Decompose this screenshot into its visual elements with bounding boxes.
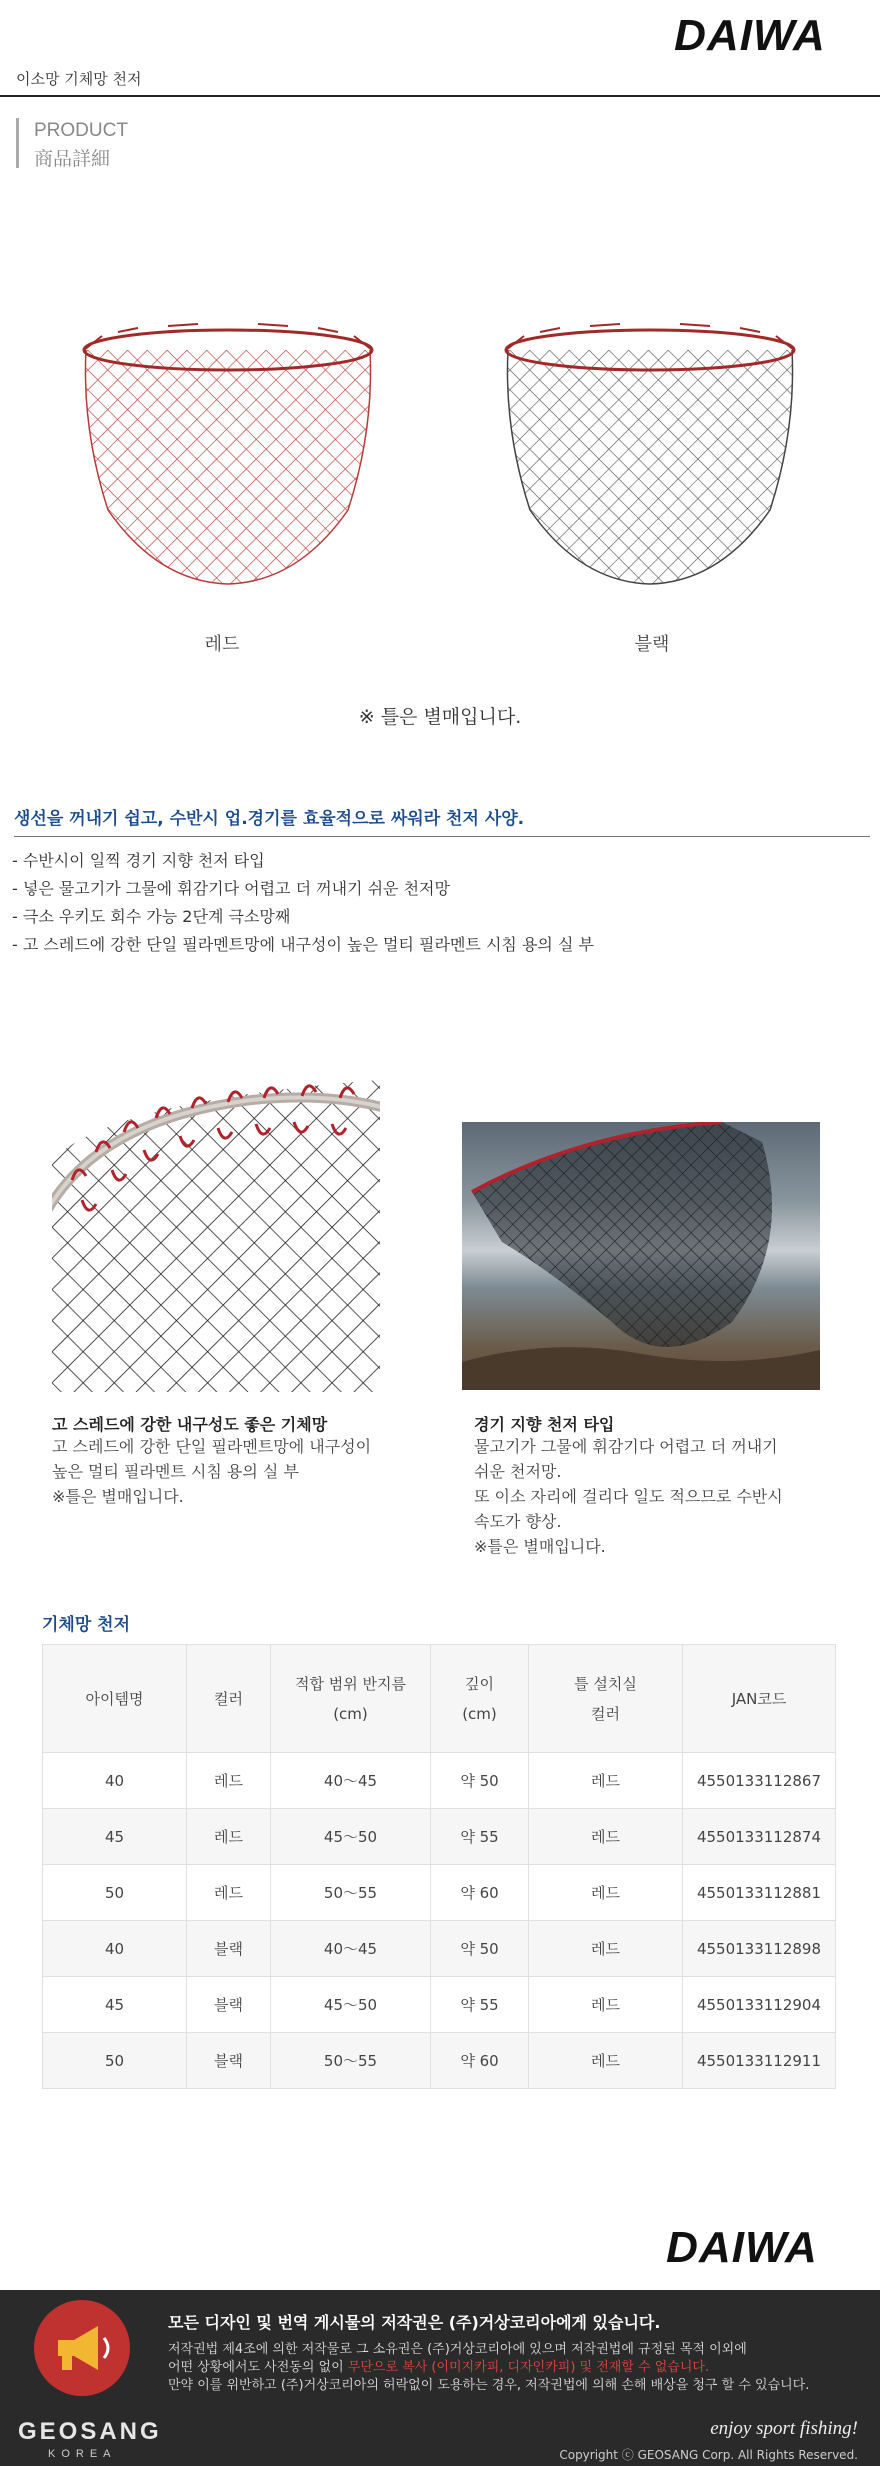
detail-left-title: 고 스레드에 강한 내구성도 좋은 기체망	[52, 1415, 328, 1434]
cell-range: 45～50	[271, 1809, 431, 1865]
frame-sold-separately-note: ※ 틀은 별매입니다.	[358, 706, 522, 728]
detail-left-line: 고 스레드에 강한 단일 필라멘트망에 내구성이	[52, 1437, 372, 1456]
cell-color: 블랙	[187, 1977, 271, 2033]
feature-item: - 고 스레드에 강한 단일 필라멘트망에 내구성이 높은 멀티 필라멘트 시침 용의 실 부	[12, 935, 594, 954]
table-row	[43, 1977, 836, 2033]
footer-line: 저작권법 제4조에 의한 저작물로 그 소유권은 (주)거상코리아에 있으며 저작권법에 규정된 목적 이외에	[168, 2342, 747, 2357]
detail-right-line: 또 이소 자리에 걸리다 일도 적으므로 수반시	[474, 1487, 783, 1506]
cell-item: 50	[43, 2033, 187, 2089]
cell-thread: 레드	[529, 1977, 683, 2033]
cell-thread: 레드	[529, 1809, 683, 1865]
net-image-red	[78, 320, 378, 600]
table-row	[43, 1809, 836, 1865]
cell-range: 50～55	[271, 1865, 431, 1921]
spec-table-title: 기체망 천저	[42, 1615, 131, 1635]
cell-range: 50～55	[271, 2033, 431, 2089]
detail-left-line: 높은 멀티 필라멘트 시침 용의 실 부	[52, 1462, 299, 1481]
detail-right-line: 물고기가 그물에 휘감기다 어렵고 더 꺼내기	[474, 1437, 778, 1456]
cell-jan: 4550133112867	[683, 1753, 836, 1809]
footer-line-text: 어떤 상황에서도 사전동의 없이	[168, 2360, 348, 2375]
cell-item: 50	[43, 1865, 187, 1921]
feature-item: - 극소 우키도 회수 가능 2단계 극소망째	[12, 907, 291, 926]
daiwa-logo	[634, 10, 866, 63]
cell-depth: 약 60	[431, 2033, 529, 2089]
header-thread	[529, 1645, 683, 1753]
cell-jan: 4550133112911	[683, 2033, 836, 2089]
cell-thread: 레드	[529, 1753, 683, 1809]
feature-item: - 넣은 물고기가 그물에 휘감기다 어렵고 더 꺼내기 쉬운 천저망	[12, 879, 450, 898]
cell-color: 레드	[187, 1753, 271, 1809]
net-image-black	[500, 320, 800, 600]
detail-left-line: ※틀은 별매입니다.	[52, 1487, 184, 1506]
feature-item: - 수반시이 일찍 경기 지향 천저 타입	[12, 851, 265, 870]
cell-item: 40	[43, 1753, 187, 1809]
product-label-en: PRODUCT	[34, 120, 128, 141]
svg-text:DAIWA: DAIWA	[674, 11, 826, 58]
header-depth	[431, 1645, 529, 1753]
cell-jan: 4550133112904	[683, 1977, 836, 2033]
cell-color: 레드	[187, 1809, 271, 1865]
footer-line	[168, 2356, 709, 2375]
detail-right-title: 경기 지향 천저 타입	[474, 1415, 615, 1434]
cell-item: 45	[43, 1809, 187, 1865]
footer-warning-text: 무단으로 복사 (이미지카피, 디자인카피) 및 전재할 수 없습니다.	[347, 2360, 710, 2375]
cell-depth: 약 55	[431, 1809, 529, 1865]
table-row	[43, 1865, 836, 1921]
header-thread-line2: 컬러	[591, 1704, 620, 1723]
cell-range: 40～45	[271, 1753, 431, 1809]
spec-table	[42, 1644, 836, 2089]
cell-jan: 4550133112874	[683, 1809, 836, 1865]
header-depth-line1: 깊이	[465, 1674, 494, 1693]
cell-jan: 4550133112898	[683, 1921, 836, 1977]
slogan: enjoy sport fishing!	[710, 2418, 858, 2439]
cell-depth: 약 50	[431, 1753, 529, 1809]
detail-right-line: 쉬운 천저망.	[474, 1462, 562, 1481]
cell-color: 레드	[187, 1865, 271, 1921]
color-caption-black: 블랙	[634, 634, 670, 655]
header-range-line2: (cm)	[333, 1704, 368, 1723]
cell-thread: 레드	[529, 2033, 683, 2089]
svg-text:DAIWA: DAIWA	[666, 2223, 818, 2270]
feature-headline: 생선을 꺼내기 쉽고, 수반시 업.경기를 효율적으로 싸워라 천저 사양.	[14, 809, 525, 829]
header-item: 아이템명	[43, 1645, 187, 1753]
header-depth-line2: (cm)	[462, 1704, 497, 1723]
footer-line: 만약 이를 위반하고 (주)거상코리아의 허락없이 도용하는 경우, 저작권법에 의해 손해 배상을 청구 할 수 있습니다.	[168, 2378, 810, 2393]
table-row	[43, 2033, 836, 2089]
header-range	[271, 1645, 431, 1753]
cell-item: 45	[43, 1977, 187, 2033]
spec-table-header	[43, 1645, 836, 1753]
product-label-bar	[16, 118, 19, 168]
cell-depth: 약 60	[431, 1865, 529, 1921]
table-row	[43, 1753, 836, 1809]
cell-jan: 4550133112881	[683, 1865, 836, 1921]
breadcrumb: 이소망 기체망 천저	[16, 70, 142, 88]
detail-right-line: ※틀은 별매입니다.	[474, 1537, 606, 1556]
cell-depth: 약 50	[431, 1921, 529, 1977]
header-thread-line1: 틀 설치실	[574, 1674, 637, 1693]
detail-image-net-frame	[52, 1040, 380, 1392]
daiwa-logo-mark	[634, 10, 866, 58]
geosang-logo-sub: KOREA	[48, 2448, 117, 2460]
cell-color: 블랙	[187, 1921, 271, 1977]
cell-depth: 약 55	[431, 1977, 529, 2033]
cell-item: 40	[43, 1921, 187, 1977]
header-range-line1: 적합 범위 반지름	[295, 1674, 406, 1693]
detail-right-line: 속도가 향상.	[474, 1512, 562, 1531]
detail-image-net-in-water	[462, 1122, 820, 1390]
copyright-text: Copyright ⓒ GEOSANG Corp. All Rights Reserved.	[559, 2448, 858, 2462]
header-color: 컬러	[187, 1645, 271, 1753]
footer-title: 모든 디자인 및 번역 게시물의 저작권은 (주)거상코리아에게 있습니다.	[168, 2313, 661, 2332]
geosang-logo: GEOSANG	[18, 2418, 162, 2445]
feature-divider	[14, 836, 870, 837]
table-row	[43, 1921, 836, 1977]
daiwa-logo-bottom	[626, 2222, 858, 2275]
header-jan: JAN코드	[683, 1645, 836, 1753]
cell-thread: 레드	[529, 1865, 683, 1921]
cell-thread: 레드	[529, 1921, 683, 1977]
color-caption-red: 레드	[204, 634, 240, 655]
daiwa-logo-mark	[626, 2222, 858, 2270]
product-label-jp: 商品詳細	[34, 148, 111, 170]
cell-color: 블랙	[187, 2033, 271, 2089]
cell-range: 45～50	[271, 1977, 431, 2033]
header-divider	[0, 95, 880, 97]
megaphone-icon	[34, 2300, 130, 2396]
cell-range: 40～45	[271, 1921, 431, 1977]
